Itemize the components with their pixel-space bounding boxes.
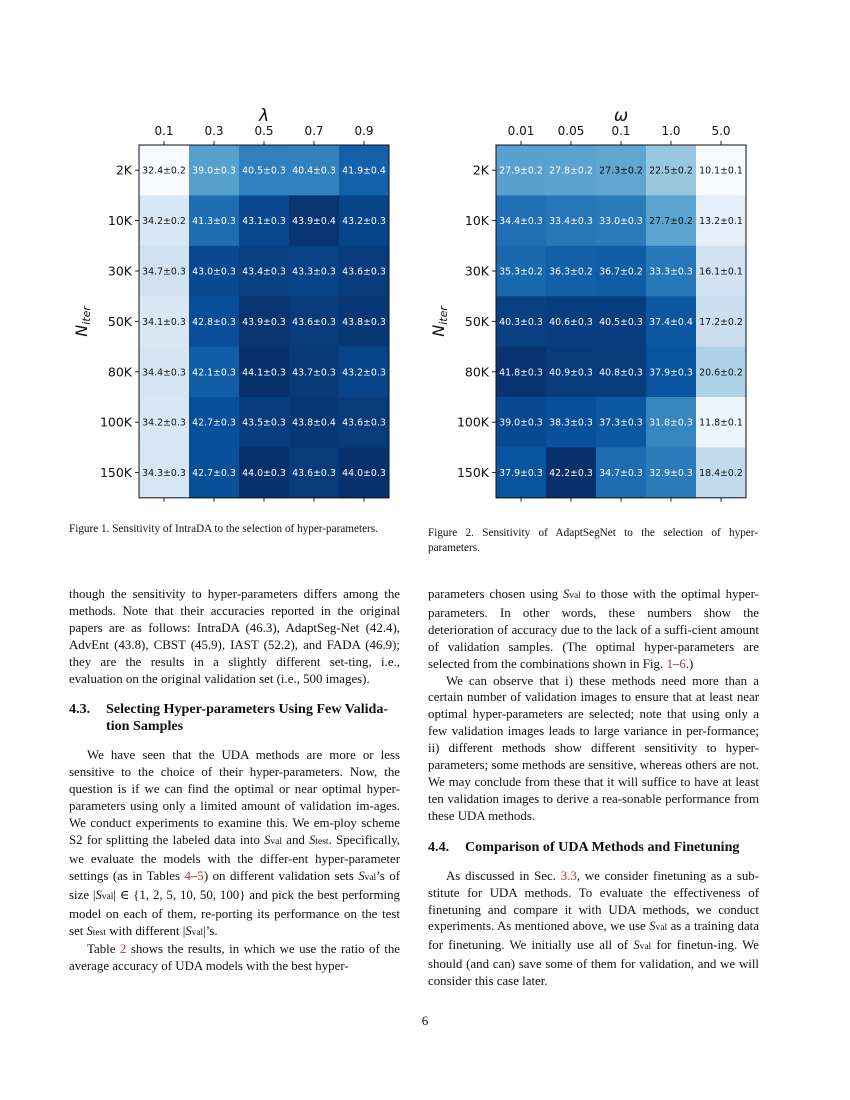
paragraph: parameters chosen using Sval to those with the optimal hyper-parameters. In other words, these numbers show the deterioration of accuracy due to the lack of a suffi-cient amount of validation samples. (The optimal hyper-parameters are selected from the combinations shown in Fig. 1–6.) — [428, 587, 759, 671]
left-text-column — [69, 586, 400, 975]
table-ref-link[interactable]: 5 — [197, 868, 204, 883]
cell-value-label: 37.4±0.4 — [649, 316, 693, 328]
figure-2-caption: Figure 2. Sensitivity of AdaptSegNet to the selection of hyper-parameters. — [428, 527, 758, 554]
cell-value-label: 20.6±0.2 — [699, 367, 743, 379]
column-tick-label: 0.7 — [304, 124, 324, 138]
row-tick-label: 2K — [115, 162, 132, 178]
cell-value-label: 40.5±0.3 — [242, 165, 286, 177]
row-tick-label: 10K — [107, 213, 132, 229]
cell-value-label: 43.3±0.3 — [292, 266, 336, 278]
row-axis-label: Niter — [72, 306, 93, 337]
paragraph: We have seen that the UDA methods are more or less sensitive to the choice of their hyper-parameters. Now, the question is if we can find the optimal or near optimal hyper-parameters using only a limited amount of validation im-ages. We conduct experiments to examine this. We em-ploy scheme S2 for splitting the labeled data into Sval and Stest. Specifically, we evaluate the models with the differ-ent hyper-parameter settings (as in Tables 4–5) on different validation sets Sval’s of size |Sval| ∈ {1, 2, 5, 10, 50, 100} and pick the best performing model on each of them, re-porting its performance on the test set Stest with different |Sval|’s. — [69, 748, 400, 938]
cell-value-label: 43.7±0.3 — [292, 367, 336, 379]
paragraph: As discussed in Sec. 3.3, we consider finetuning as a sub-stitute for UDA methods. To evaluate the effectiveness of finetuning and compare it with UDA methods, we conduct experiments. As mentioned above, we use Sval as a training data for finetuning. We initially use all of Sval for finetun-ing. We should (and can) save some of them for validation, and we will consider this case later. — [428, 868, 760, 989]
cell-value-label: 44.0±0.3 — [342, 468, 386, 480]
cell-value-label: 36.7±0.2 — [599, 266, 643, 278]
cell-value-label: 40.4±0.3 — [292, 165, 336, 177]
figure-ref-link[interactable]: 1 — [666, 656, 673, 671]
cell-value-label: 27.7±0.2 — [649, 216, 693, 228]
column-tick-label: 5.0 — [711, 124, 731, 138]
cell-value-label: 10.1±0.1 — [699, 165, 743, 177]
cell-value-label: 42.1±0.3 — [192, 367, 236, 379]
cell-value-label: 43.9±0.3 — [242, 316, 286, 328]
cell-value-label: 40.6±0.3 — [549, 316, 593, 328]
cell-value-label: 27.9±0.2 — [499, 165, 543, 177]
cell-value-label: 43.6±0.3 — [292, 468, 336, 480]
page-number: 6 — [421, 1013, 429, 1028]
cell-value-label: 41.3±0.3 — [192, 216, 236, 228]
figure-1-heatmap — [72, 106, 390, 502]
row-tick-label: 30K — [464, 263, 489, 279]
paragraph: Table 2 shows the results, in which we use the ratio of the average accuracy of UDA models with the best hyper- — [69, 942, 400, 974]
cell-value-label: 27.8±0.2 — [549, 165, 593, 177]
cell-value-label: 39.0±0.3 — [192, 165, 236, 177]
table-ref-link[interactable]: 4 — [184, 868, 191, 883]
cell-value-label: 27.3±0.2 — [599, 165, 643, 177]
cell-value-label: 43.4±0.3 — [242, 266, 286, 278]
cell-value-label: 43.8±0.4 — [292, 417, 336, 429]
cell-value-label: 37.3±0.3 — [599, 417, 643, 429]
cell-value-label: 40.8±0.3 — [599, 367, 643, 379]
cell-value-label: 43.5±0.3 — [242, 417, 286, 429]
paragraph: We can observe that i) these methods need more than a certain number of validation images to ensure that at least near optimal hyper-parameters are selected; note that using only a few validation images leads to large variance in per-formance; ii) different methods show different sensitivity to hyper-parameters; some methods are sensitive, whereas others are not. We may conclude from these that it will suffice to have at least ten validation images to derive a rea-sonable performance from these UDA methods. — [428, 673, 759, 823]
section-ref-link[interactable]: 3.3 — [560, 868, 577, 883]
column-tick-label: 0.9 — [354, 124, 374, 138]
cell-value-label: 33.4±0.3 — [549, 216, 593, 228]
cell-value-label: 18.4±0.2 — [699, 468, 743, 480]
cell-value-label: 43.6±0.3 — [342, 266, 386, 278]
cell-value-label: 42.7±0.3 — [192, 417, 236, 429]
cell-value-label: 17.2±0.2 — [699, 316, 743, 328]
cell-value-label: 32.4±0.2 — [142, 165, 186, 177]
column-axis-label: ω — [613, 106, 629, 126]
cell-value-label: 44.1±0.3 — [242, 367, 286, 379]
cell-value-label: 41.8±0.3 — [499, 367, 543, 379]
cell-value-label: 37.9±0.3 — [499, 468, 543, 480]
column-tick-label: 0.1 — [611, 124, 631, 138]
cell-value-label: 42.2±0.3 — [549, 468, 593, 480]
cell-value-label: 38.3±0.3 — [549, 417, 593, 429]
figure-1-caption: Figure 1. Sensitivity of IntraDA to the selection of hyper-parameters. — [69, 523, 378, 535]
figure-ref-link[interactable]: 6 — [679, 656, 686, 671]
column-tick-label: 0.01 — [507, 124, 535, 138]
section-heading-4-3: 4.3. Selecting Hyper-parameters Using Few Valida-tion Samples — [69, 701, 389, 735]
cell-value-label: 33.3±0.3 — [649, 266, 693, 278]
cell-value-label: 40.5±0.3 — [599, 316, 643, 328]
cell-value-label: 43.1±0.3 — [242, 216, 286, 228]
paragraph: though the sensitivity to hyper-parameters differs among the methods. Note that their accuracies reported in the original papers are as follows: IntraDA (46.3), AdaptSeg-Net (42.4), AdvEnt (43.8), CBST (45.9), IAST (52.2), and FADA (46.9); they are the results in a slightly different set-ting, i.e., evaluation on the original validation set (i.e., 500 images). — [69, 587, 400, 686]
row-tick-label: 100K — [456, 414, 489, 430]
row-tick-label: 100K — [99, 414, 132, 430]
cell-value-label: 31.8±0.3 — [649, 417, 693, 429]
column-tick-label: 0.1 — [154, 124, 174, 138]
cell-value-label: 13.2±0.1 — [699, 216, 743, 228]
row-tick-label: 2K — [472, 162, 489, 178]
figure-2-heatmap — [429, 106, 747, 502]
row-tick-label: 150K — [456, 465, 489, 481]
cell-value-label: 43.9±0.4 — [292, 216, 336, 228]
cell-value-label: 34.2±0.3 — [142, 417, 186, 429]
cell-value-label: 40.3±0.3 — [499, 316, 543, 328]
column-tick-label: 1.0 — [661, 124, 681, 138]
row-tick-label: 150K — [99, 465, 132, 481]
cell-value-label: 34.2±0.2 — [142, 216, 186, 228]
column-axis-label: λ — [258, 106, 270, 126]
column-tick-label: 0.05 — [557, 124, 585, 138]
column-tick-label: 0.3 — [204, 124, 224, 138]
cell-value-label: 37.9±0.3 — [649, 367, 693, 379]
cell-value-label: 43.8±0.3 — [342, 316, 386, 328]
cell-value-label: 44.0±0.3 — [242, 468, 286, 480]
cell-value-label: 40.9±0.3 — [549, 367, 593, 379]
cell-value-label: 11.8±0.1 — [699, 417, 743, 429]
row-axis-label: Niter — [429, 306, 450, 337]
row-tick-label: 30K — [107, 263, 132, 279]
cell-value-label: 16.1±0.1 — [699, 266, 743, 278]
cell-value-label: 32.9±0.3 — [649, 468, 693, 480]
cell-value-label: 41.9±0.4 — [342, 165, 386, 177]
column-tick-label: 0.5 — [254, 124, 274, 138]
row-tick-label: 50K — [464, 313, 489, 329]
cell-value-label: 34.1±0.3 — [142, 316, 186, 328]
cell-value-label: 22.5±0.2 — [649, 165, 693, 177]
cell-value-label: 34.3±0.3 — [142, 468, 186, 480]
cell-value-label: 34.7±0.3 — [142, 266, 186, 278]
cell-value-label: 39.0±0.3 — [499, 417, 543, 429]
cell-value-label: 34.4±0.3 — [142, 367, 186, 379]
row-tick-label: 10K — [464, 213, 489, 229]
cell-value-label: 35.3±0.2 — [499, 266, 543, 278]
cell-value-label: 43.6±0.3 — [292, 316, 336, 328]
cell-value-label: 34.7±0.3 — [599, 468, 643, 480]
cell-value-label: 36.3±0.2 — [549, 266, 593, 278]
cell-value-label: 43.2±0.3 — [342, 367, 386, 379]
section-heading-4-4: 4.4. Comparison of UDA Methods and Finetuning — [428, 838, 740, 855]
cell-value-label: 42.7±0.3 — [192, 468, 236, 480]
table-ref-link[interactable]: 2 — [119, 942, 127, 957]
row-tick-label: 50K — [107, 313, 132, 329]
cell-value-label: 34.4±0.3 — [499, 216, 543, 228]
row-tick-label: 80K — [107, 364, 132, 380]
cell-value-label: 43.6±0.3 — [342, 417, 386, 429]
row-tick-label: 80K — [464, 364, 489, 380]
cell-value-label: 43.2±0.3 — [342, 216, 386, 228]
right-text-column — [428, 586, 759, 990]
cell-value-label: 42.8±0.3 — [192, 316, 236, 328]
cell-value-label: 33.0±0.3 — [599, 216, 643, 228]
cell-value-label: 43.0±0.3 — [192, 266, 236, 278]
